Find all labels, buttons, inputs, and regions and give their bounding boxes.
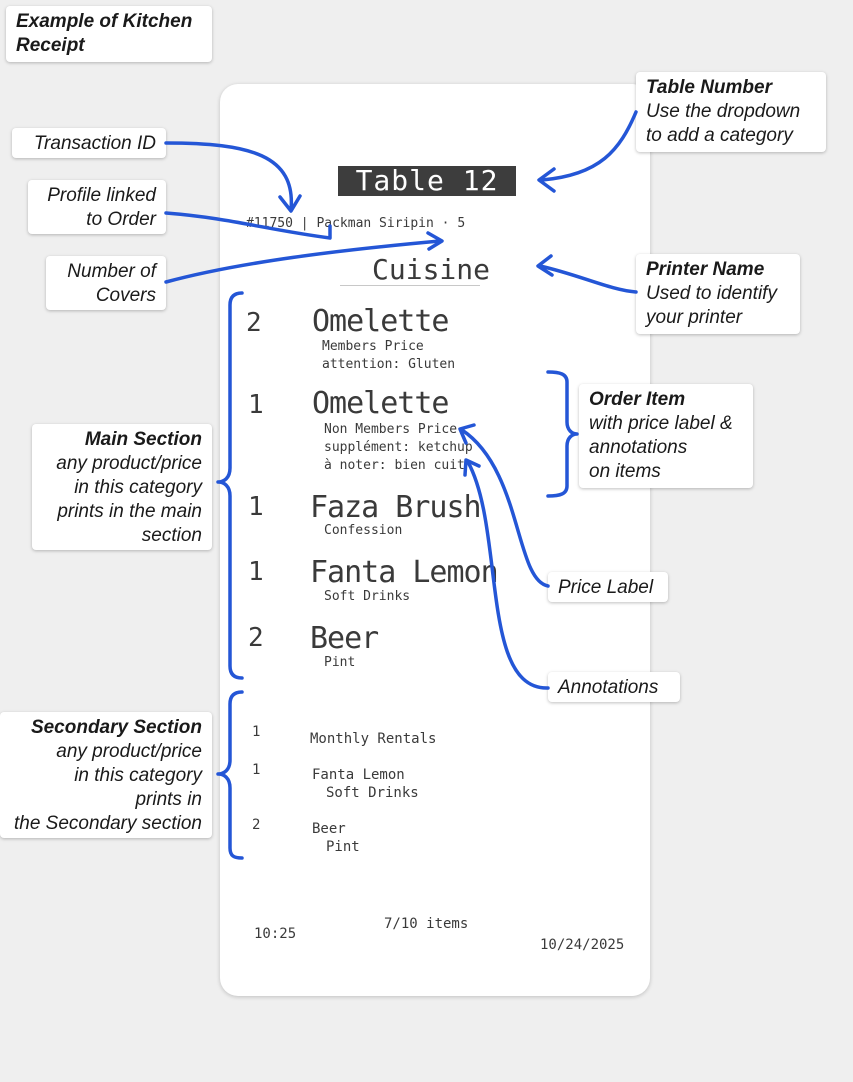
arrow-printer-name bbox=[540, 266, 636, 292]
callout-covers: Number of Covers bbox=[46, 256, 166, 310]
receipt-info-line: #11750 | Packman Siripin · 5 bbox=[246, 216, 466, 231]
arrow-table-number bbox=[542, 112, 636, 180]
secondary-item-name: Beer bbox=[312, 821, 346, 837]
callout-annotations: Annotations bbox=[548, 672, 680, 702]
callout-price-label: Price Label bbox=[548, 572, 668, 602]
callout-profile: Profile linked to Order bbox=[28, 180, 166, 234]
secondary-item-category: Pint bbox=[326, 839, 360, 855]
receipt-date: 10/24/2025 bbox=[540, 937, 625, 953]
main-item-annotation: à noter: bien cuit bbox=[324, 458, 465, 473]
main-item-price-label: Non Members Price bbox=[324, 422, 458, 437]
main-item-qty: 1 bbox=[248, 557, 264, 587]
secondary-item-qty: 2 bbox=[252, 817, 261, 833]
callout-transaction-id: Transaction ID bbox=[12, 128, 166, 158]
callout-printer-name: Printer Name Used to identify your printer bbox=[636, 254, 800, 334]
bracket-secondary-section bbox=[218, 692, 242, 858]
receipt-time: 10:25 bbox=[254, 926, 297, 942]
main-item-qty: 2 bbox=[248, 623, 264, 653]
main-item-name: Fanta Lemon bbox=[310, 555, 498, 590]
callout-order-item: Order Item with price label & annotations on items bbox=[579, 384, 753, 488]
secondary-item-category: Soft Drinks bbox=[326, 785, 419, 801]
receipt-items-count: 7/10 items bbox=[384, 916, 469, 932]
arrow-profile bbox=[166, 213, 330, 238]
secondary-item-qty: 1 bbox=[252, 724, 261, 740]
main-item-price-label: Members Price bbox=[322, 339, 424, 354]
diagram-title-text: Example of Kitchen Receipt bbox=[16, 11, 193, 56]
receipt-table-banner: Table 12 bbox=[338, 166, 516, 196]
main-item-category: Pint bbox=[324, 655, 356, 670]
main-item-annotation: supplément: ketchup bbox=[324, 440, 473, 455]
bracket-main-section bbox=[218, 293, 242, 678]
main-item-qty: 1 bbox=[248, 492, 264, 522]
secondary-item-name: Monthly Rentals bbox=[310, 731, 437, 747]
main-item-name: Faza Brush bbox=[310, 490, 481, 525]
bracket-order-item bbox=[548, 372, 577, 496]
arrow-transaction-id bbox=[166, 143, 291, 210]
main-item-qty: 1 bbox=[248, 390, 264, 420]
callout-secondary-section: Secondary Section any product/price in this category prints in the Secondary section bbox=[0, 712, 212, 838]
callout-table-number: Table Number Use the dropdown to add a category bbox=[636, 72, 826, 152]
main-item-category: Soft Drinks bbox=[324, 589, 411, 604]
main-item-name: Omelette bbox=[312, 386, 449, 421]
main-item-name: Beer bbox=[310, 621, 379, 656]
secondary-item-qty: 1 bbox=[252, 762, 261, 778]
arrow-covers bbox=[166, 241, 440, 282]
arrow-price-label bbox=[462, 430, 548, 586]
main-item-annotation: attention: Gluten bbox=[322, 357, 456, 372]
secondary-item-name: Fanta Lemon bbox=[312, 767, 405, 783]
receipt-printer-name: Cuisine bbox=[372, 253, 491, 286]
main-item-qty: 2 bbox=[246, 308, 262, 338]
main-item-name: Omelette bbox=[312, 304, 449, 339]
main-item-category: Confession bbox=[324, 523, 403, 538]
callout-main-section: Main Section any product/price in this category prints in the main section bbox=[32, 424, 212, 550]
